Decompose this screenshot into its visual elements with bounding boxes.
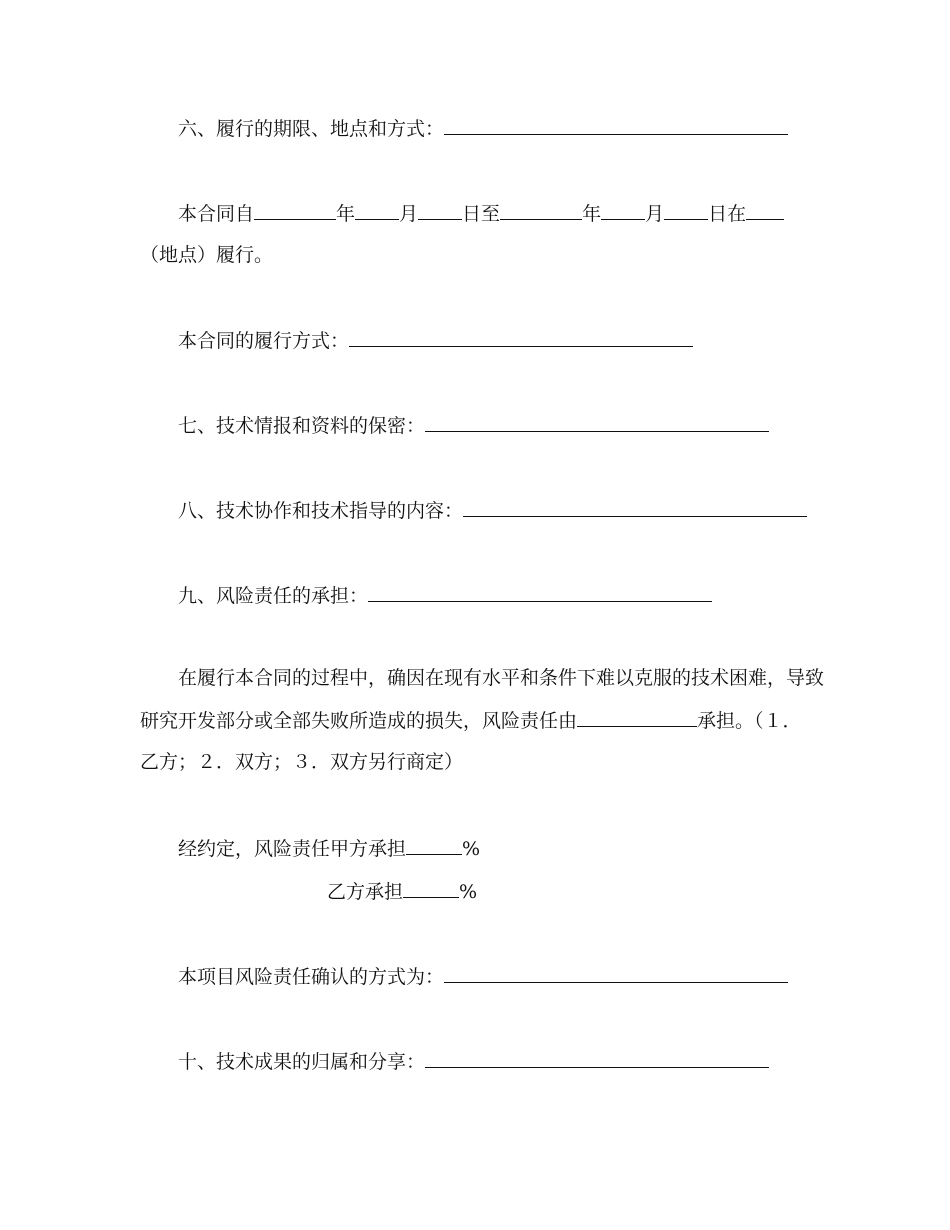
period-line <box>178 201 784 226</box>
method-line <box>178 328 693 353</box>
method-blank[interactable] <box>349 328 693 347</box>
section-7-heading-text: 七、技术情报和资料的保密： <box>178 415 426 437</box>
risk-paragraph-text-3: 乙方；２．双方；３．双方另行商定） <box>140 751 464 773</box>
end-month-blank[interactable] <box>601 201 645 220</box>
risk-bearer-blank[interactable] <box>577 708 697 727</box>
place-suffix: （地点）履行。 <box>140 244 274 266</box>
confirm-method-label: 本项目风险责任确认的方式为： <box>178 966 445 988</box>
end-year-blank[interactable] <box>500 201 582 220</box>
risk-paragraph-text-1: 在履行本合同的过程中，确因在现有水平和条件下难以克服的技术困难，导致 <box>178 667 825 689</box>
period-prefix: 本合同自 <box>178 203 255 225</box>
section-10-heading-text: 十、技术成果的归属和分享： <box>178 1051 426 1073</box>
start-day-blank[interactable] <box>418 201 462 220</box>
party-b-percent-sign: % <box>459 881 478 903</box>
party-b-share-label: 乙方承担 <box>327 881 404 903</box>
start-month-label: 月 <box>399 203 419 225</box>
section-8-heading-text: 八、技术协作和技术指导的内容： <box>178 500 464 522</box>
place-blank[interactable] <box>746 201 784 220</box>
section-7-heading <box>178 413 769 438</box>
method-label: 本合同的履行方式： <box>178 330 350 352</box>
section-8-blank[interactable] <box>463 498 807 517</box>
section-6-blank[interactable] <box>444 116 788 135</box>
start-month-blank[interactable] <box>355 201 399 220</box>
section-7-blank[interactable] <box>425 413 769 432</box>
section-9-blank[interactable] <box>368 583 712 602</box>
risk-paragraph-line-1 <box>178 666 824 690</box>
party-b-percent-blank[interactable] <box>403 879 459 898</box>
party-b-share-line <box>327 879 477 904</box>
party-a-share-line <box>178 836 480 861</box>
end-month-label: 月 <box>645 203 665 225</box>
party-a-percent-sign: % <box>462 838 481 860</box>
section-10-heading <box>178 1049 769 1074</box>
start-day-to-label: 日至 <box>462 203 501 225</box>
party-a-share-label: 经约定，风险责任甲方承担 <box>178 838 407 860</box>
section-6-heading <box>178 116 788 141</box>
risk-paragraph-text-2b: 承担。（１． <box>697 710 802 732</box>
section-8-heading <box>178 498 807 523</box>
section-9-heading <box>178 583 712 608</box>
party-a-percent-blank[interactable] <box>406 836 462 855</box>
risk-paragraph-line-2 <box>140 708 802 733</box>
start-year-label: 年 <box>336 203 356 225</box>
place-line <box>140 243 273 267</box>
risk-paragraph-text-2a: 研究开发部分或全部失败所造成的损失，风险责任由 <box>140 710 578 732</box>
risk-paragraph-line-3 <box>140 750 463 774</box>
end-year-label: 年 <box>582 203 602 225</box>
start-year-blank[interactable] <box>254 201 336 220</box>
end-day-at-label: 日在 <box>708 203 747 225</box>
confirm-method-blank[interactable] <box>444 964 788 983</box>
section-10-blank[interactable] <box>425 1049 769 1068</box>
end-day-blank[interactable] <box>664 201 708 220</box>
confirm-method-line <box>178 964 788 989</box>
section-9-heading-text: 九、风险责任的承担： <box>178 585 369 607</box>
section-6-heading-text: 六、履行的期限、地点和方式： <box>178 118 445 140</box>
